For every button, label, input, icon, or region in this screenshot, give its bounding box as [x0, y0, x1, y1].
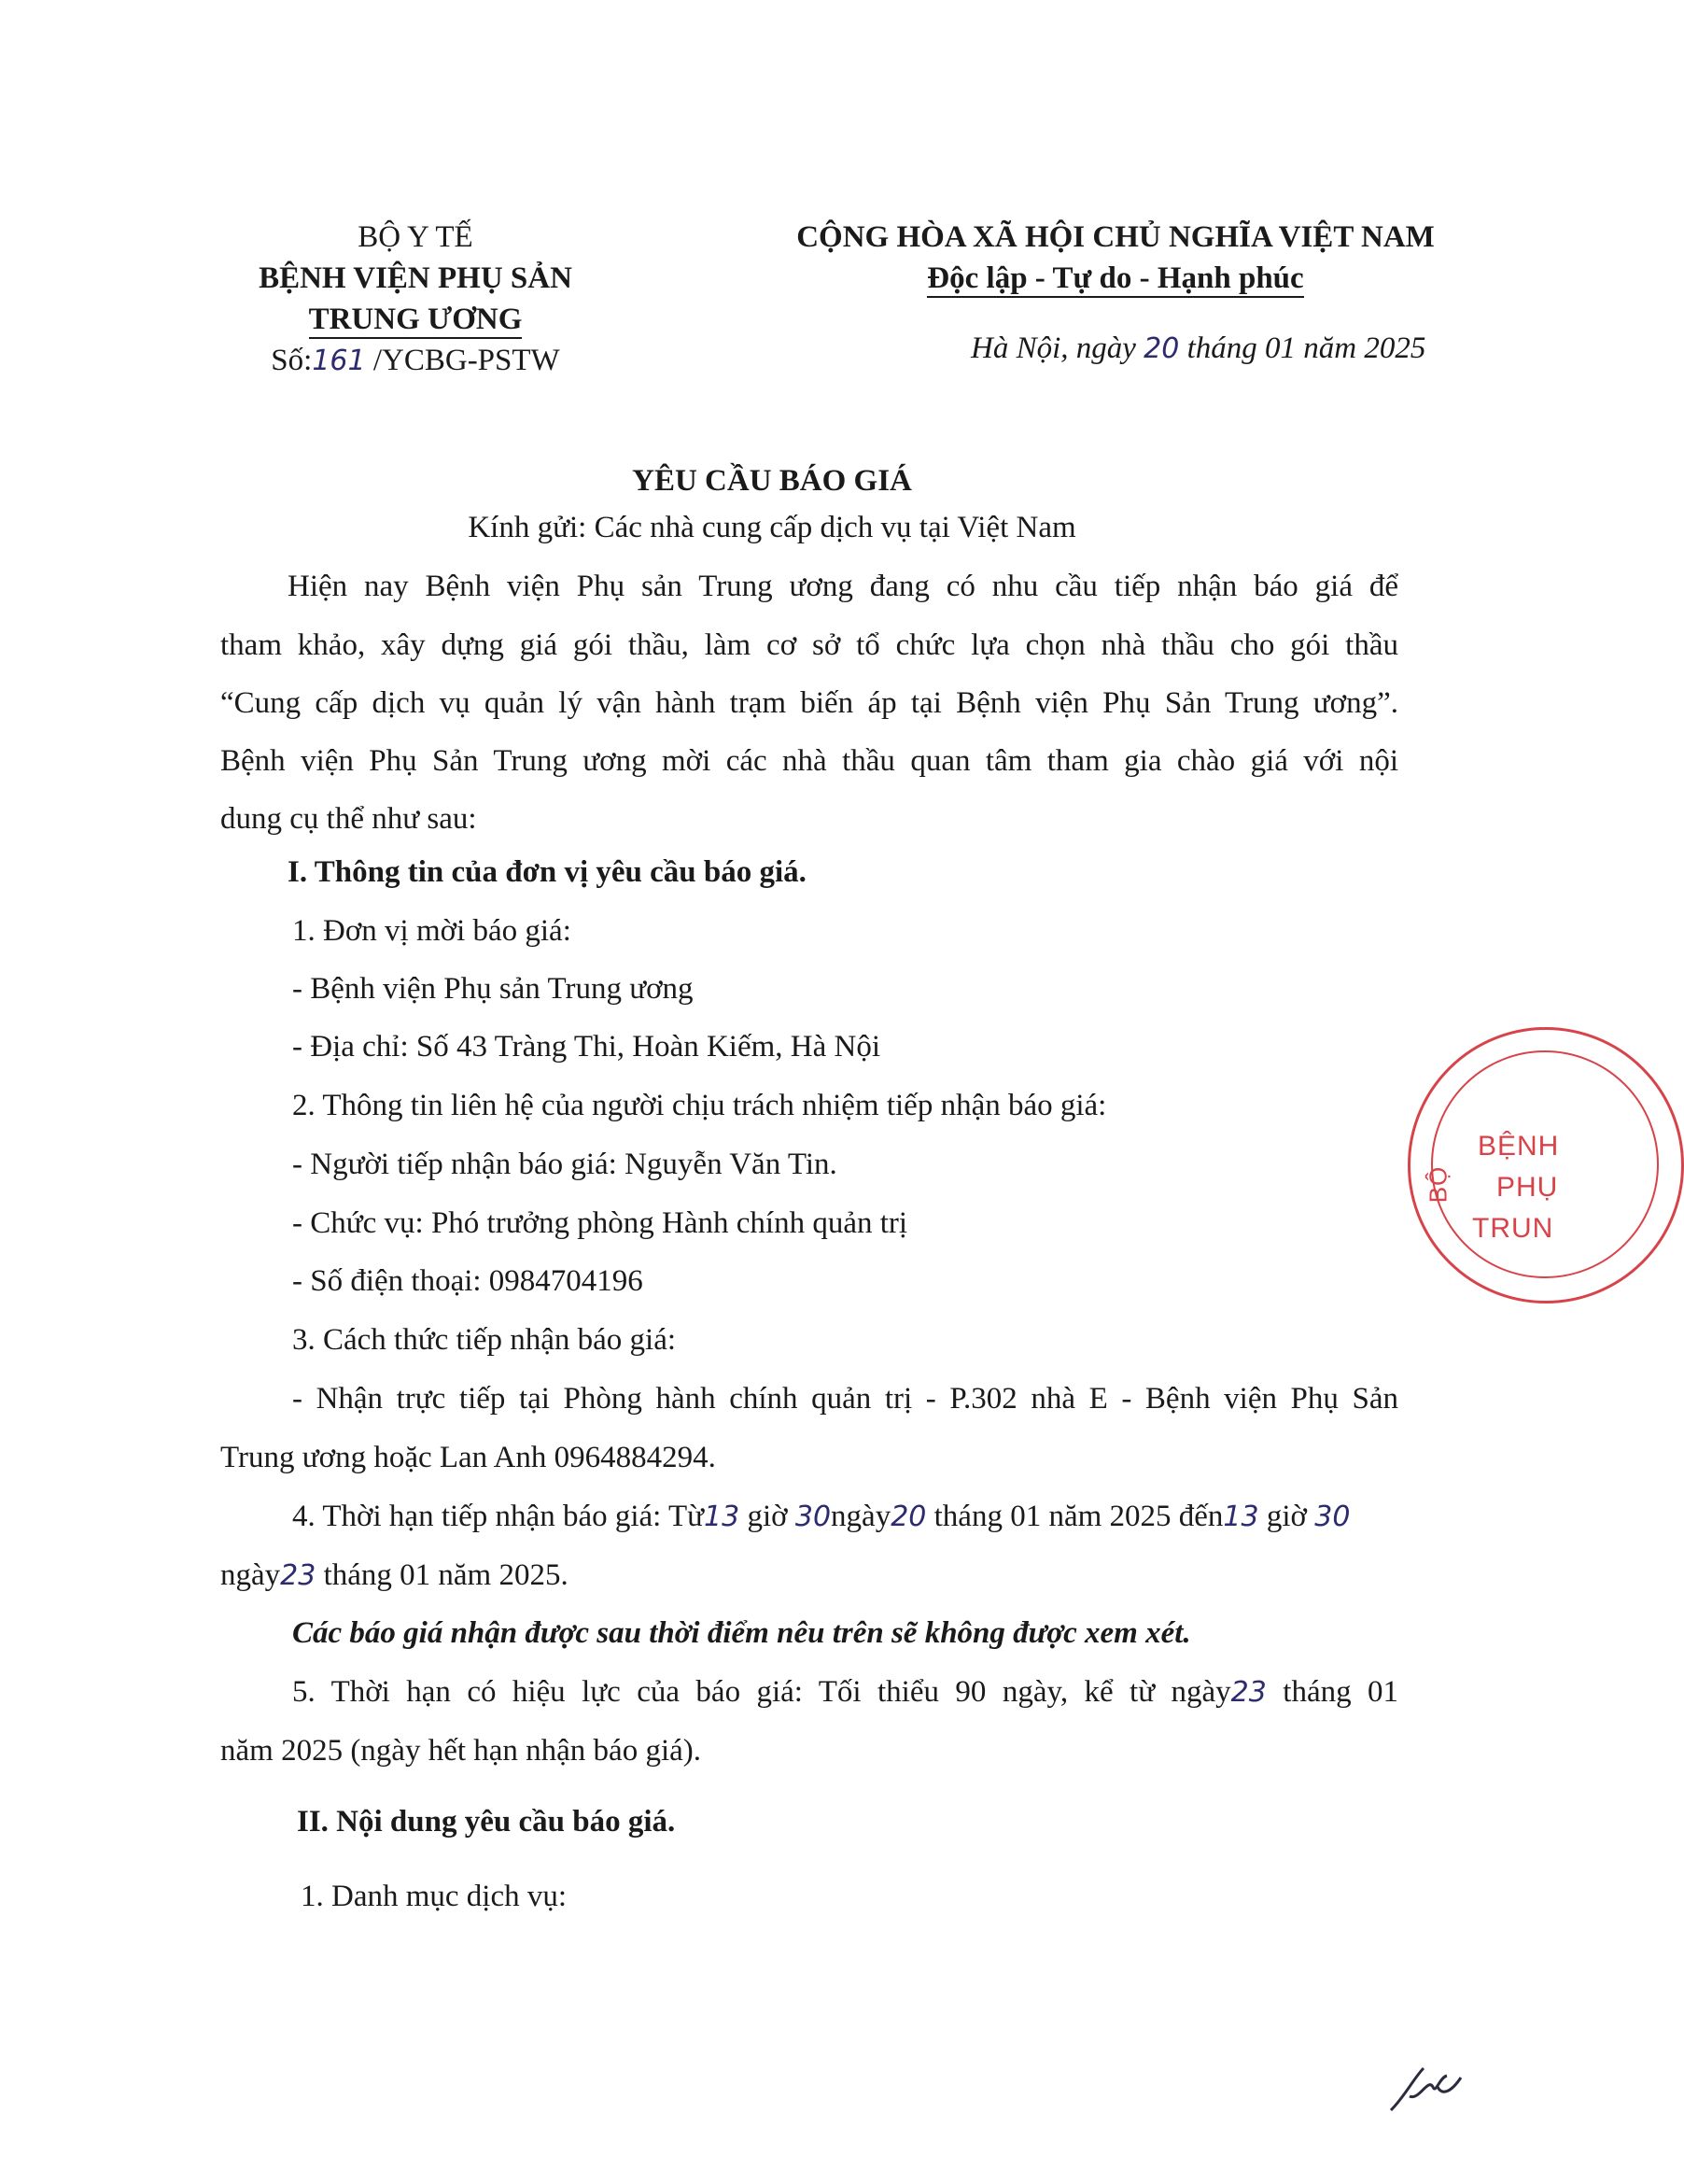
item4-text-hour-end: giờ — [1266, 1500, 1307, 1533]
item4-text-hour: giờ — [747, 1500, 788, 1533]
stamp-text-side: BỘ — [1424, 1165, 1452, 1204]
section1-item2: 2. Thông tin liên hệ của người chịu trách nhiệm tiếp nhận báo giá: — [292, 1089, 1107, 1122]
section1-item5-line2: năm 2025 (ngày hết hạn nhận báo giá). — [220, 1734, 702, 1768]
date-prefix: Hà Nội, ngày — [971, 331, 1136, 365]
date-day-handwritten: 20 — [1144, 332, 1180, 365]
number-prefix: Số: — [271, 344, 313, 377]
section2-heading: II. Nội dung yêu cầu báo giá. — [297, 1805, 676, 1839]
item4-text-day: ngày — [831, 1500, 891, 1533]
item4-day-start: 20 — [891, 1501, 927, 1533]
item4-text-to: tháng 01 năm 2025 đến — [933, 1500, 1224, 1533]
intro-line-5: dung cụ thể như sau: — [220, 802, 477, 836]
section1-item3-a-line2: Trung ương hoặc Lan Anh 0964884294. — [220, 1441, 716, 1474]
section1-heading: I. Thông tin của đơn vị yêu cầu báo giá. — [288, 855, 807, 889]
section1-item3: 3. Cách thức tiếp nhận báo giá: — [292, 1323, 677, 1357]
hospital-name-line2: TRUNG ƯƠNG — [309, 303, 523, 339]
section1-item4-line2 — [220, 1546, 568, 1605]
intro-line-2: tham khảo, xây dựng giá gói thầu, làm cơ sở tổ chức lựa chọn nhà thầu cho gói thầu — [220, 628, 1398, 662]
country-name: CỘNG HÒA XÃ HỘI CHỦ NGHĨA VIỆT NAM — [796, 220, 1435, 254]
recipient-line: Kính gửi: Các nhà cung cấp dịch vụ tại Việt Nam — [468, 511, 1076, 544]
date-suffix: tháng 01 năm 2025 — [1186, 331, 1426, 365]
ministry-name: BỘ Y TẾ — [358, 220, 473, 254]
section1-item2-c: - Số điện thoại: 0984704196 — [292, 1264, 643, 1298]
item5-text: 5. Thời hạn có hiệu lực của báo giá: Tối thiểu 90 ngày, kể từ ngày — [292, 1675, 1231, 1709]
header-right — [765, 217, 1466, 299]
national-motto: Độc lập - Tự do - Hạnh phúc — [927, 261, 1303, 298]
hospital-stamp — [1408, 1027, 1684, 1303]
initials-signature-icon — [1382, 2059, 1466, 2124]
document-number — [215, 340, 616, 382]
section1-item4-line1 — [292, 1487, 1350, 1546]
section1-item5-line1 — [292, 1663, 1398, 1722]
section1-item3-a-line1: - Nhận trực tiếp tại Phòng hành chính quản trị - P.302 nhà E - Bệnh viện Phụ Sản — [292, 1382, 1398, 1416]
item4-day-end: 23 — [280, 1559, 316, 1592]
item4-hour-end: 13 — [1223, 1501, 1259, 1533]
header-left — [215, 217, 616, 382]
number-handwritten: 161 — [312, 345, 366, 377]
stamp-text-top: BỆNH — [1478, 1131, 1560, 1162]
item5-text-month: tháng 01 — [1283, 1675, 1399, 1709]
section1-item1-a: - Bệnh viện Phụ sản Trung ương — [292, 972, 694, 1006]
section1-item1-b: - Địa chỉ: Số 43 Tràng Thi, Hoàn Kiếm, Hà Nội — [292, 1030, 881, 1064]
document-title: YÊU CẦU BÁO GIÁ — [632, 464, 912, 498]
intro-line-4: Bệnh viện Phụ Sản Trung ương mời các nhà thầu quan tâm tham gia chào giá với nội — [220, 744, 1398, 778]
item5-day-handwritten: 23 — [1230, 1676, 1267, 1709]
section1-item1: 1. Đơn vị mời báo giá: — [292, 914, 571, 948]
item4-text-from: 4. Thời hạn tiếp nhận báo giá: Từ — [292, 1500, 705, 1533]
section2-item1: 1. Danh mục dịch vụ: — [301, 1880, 568, 1913]
stamp-text-mid: PHỤ — [1496, 1172, 1559, 1203]
item4-minute-end: 30 — [1314, 1501, 1351, 1533]
section1-item2-b: - Chức vụ: Phó trưởng phòng Hành chính quản trị — [292, 1206, 908, 1240]
number-suffix: /YCBG-PSTW — [372, 344, 560, 377]
hospital-name-line1: BỆNH VIỆN PHỤ SẢN — [259, 261, 572, 295]
item4-text-day-end: ngày — [220, 1558, 281, 1592]
item4-hour-start: 13 — [704, 1501, 740, 1533]
stamp-text-bot: TRUN — [1472, 1213, 1554, 1244]
item4-minute-start: 30 — [794, 1501, 832, 1533]
intro-line-3: “Cung cấp dịch vụ quản lý vận hành trạm biến áp tại Bệnh viện Phụ Sản Trung ương”. — [220, 686, 1398, 720]
document-date — [971, 331, 1425, 366]
intro-line-1: Hiện nay Bệnh viện Phụ sản Trung ương đang có nhu cầu tiếp nhận báo giá để — [288, 570, 1398, 603]
item4-text-month-end: tháng 01 năm 2025. — [323, 1558, 568, 1592]
late-submission-notice: Các báo giá nhận được sau thời điểm nêu trên sẽ không được xem xét. — [292, 1616, 1191, 1650]
section1-item2-a: - Người tiếp nhận báo giá: Nguyễn Văn Tin. — [292, 1148, 837, 1181]
